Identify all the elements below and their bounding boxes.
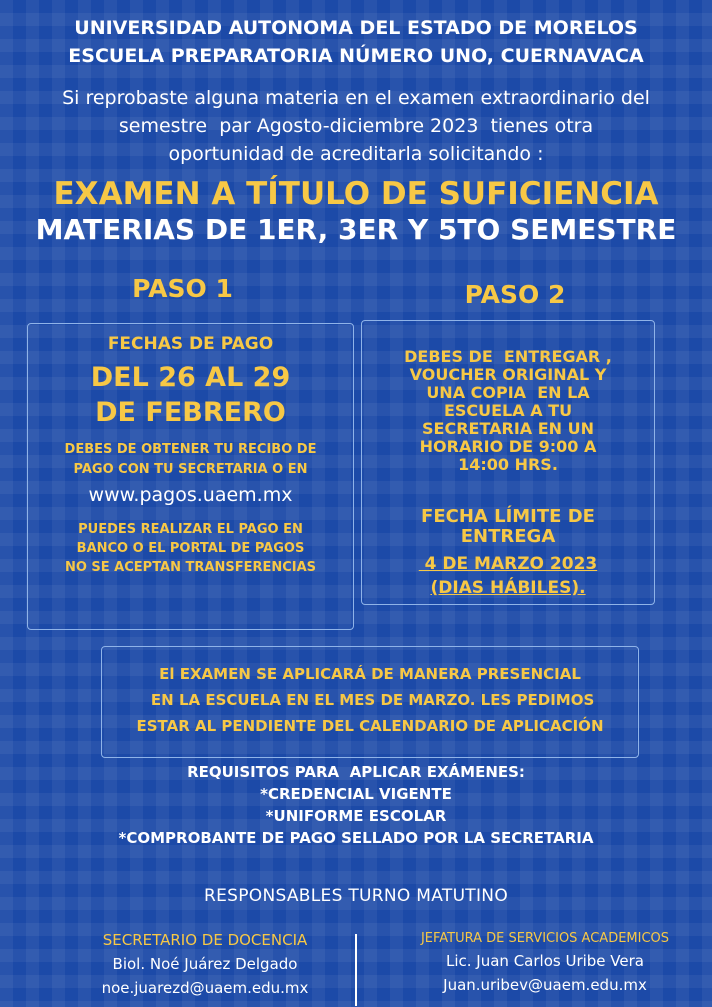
delivery-line: DEBES DE ENTREGAR ,	[404, 347, 612, 366]
exam-subtitle: MATERIAS DE 1ER, 3ER Y 5TO SEMESTRE	[35, 213, 677, 246]
left-contact-email[interactable]: noe.juarezd@uaem.edu.mx	[101, 979, 309, 997]
payment-date-line: DEL 26 AL 29	[90, 362, 291, 393]
delivery-line: ESCUELA A TU	[443, 401, 573, 420]
right-contact-role: JEFATURA DE SERVICIOS ACADEMICOS	[420, 931, 670, 946]
left-contact-name: Biol. Noé Juárez Delgado	[112, 955, 298, 973]
university-name: UNIVERSIDAD AUTONOMA DEL ESTADO DE MORELOS	[74, 17, 638, 39]
intro-line: Si reprobaste alguna materia en el examen extraordinario del	[62, 87, 650, 109]
delivery-line: VOUCHER ORIGINAL Y	[409, 365, 607, 384]
payments-portal-link[interactable]: www.pagos.uaem.mx	[88, 484, 293, 506]
intro-line: oportunidad de acreditarla solicitando :	[168, 143, 544, 165]
payment-dates-label: FECHAS DE PAGO	[107, 334, 274, 354]
exam-title: EXAMEN A TÍTULO DE SUFICIENCIA	[53, 176, 659, 212]
payment-date-line: DE FEBRERO	[95, 397, 286, 428]
left-contact-role: SECRETARIO DE DOCENCIA	[102, 931, 308, 949]
intro-text	[20, 84, 692, 168]
payment-line: BANCO O EL PORTAL DE PAGOS	[76, 541, 305, 556]
responsables-title: RESPONSABLES TURNO MATUTINO	[203, 886, 509, 906]
school-name: ESCUELA PREPARATORIA NÚMERO UNO, CUERNAVACA	[68, 45, 644, 67]
receipt-line: PAGO CON TU SECRETARIA O EN	[73, 462, 308, 477]
payment-methods	[27, 520, 354, 577]
delivery-line: HORARIO DE 9:00 A	[419, 437, 597, 456]
delivery-line: UNA COPIA EN LA	[426, 383, 590, 402]
exam-notice	[101, 661, 639, 739]
paso-2-label: PASO 2	[464, 280, 566, 309]
notice-line: EN LA ESCUELA EN EL MES DE MARZO. LES PEDIMOS	[145, 691, 595, 709]
university-header	[0, 14, 712, 70]
right-contact-email[interactable]: Juan.uribev@uaem.edu.mx	[443, 976, 647, 994]
deadline-note: (DIAS HÁBILES).	[430, 578, 586, 598]
right-contact-name: Lic. Juan Carlos Uribe Vera	[446, 952, 644, 970]
deadline-label-line: FECHA LÍMITE DE	[421, 506, 595, 527]
payment-line: NO SE ACEPTAN TRANSFERENCIAS	[64, 560, 317, 575]
delivery-line: 14:00 HRS.	[458, 455, 558, 474]
deadline-label	[361, 507, 655, 547]
delivery-line: SECRETARIA EN UN	[422, 419, 594, 438]
notice-line: ESTAR AL PENDIENTE DEL CALENDARIO DE APLICACIÓN	[136, 717, 604, 735]
paso-1-label: PASO 1	[132, 274, 233, 303]
deadline-date: 4 DE MARZO 2023	[418, 554, 598, 574]
notice-line: El EXAMEN SE APLICARÁ DE MANERA PRESENCIAL	[159, 665, 581, 683]
deadline-label-line: ENTREGA	[460, 526, 556, 547]
requirements-title: REQUISITOS PARA APLICAR EXÁMENES:	[187, 763, 525, 781]
payment-line: PUEDES REALIZAR EL PAGO EN	[78, 522, 303, 537]
column-divider	[355, 934, 357, 1006]
receipt-line: DEBES DE OBTENER TU RECIBO DE	[64, 442, 317, 457]
requirement-item: *CREDENCIAL VIGENTE	[260, 785, 452, 803]
receipt-instructions	[27, 440, 354, 480]
requirement-item: *COMPROBANTE DE PAGO SELLADO POR LA SECRETARIA	[118, 829, 594, 847]
delivery-instructions	[361, 348, 655, 474]
requirement-item: *UNIFORME ESCOLAR	[265, 807, 447, 825]
payment-date-range	[27, 360, 354, 430]
intro-line: semestre par Agosto-diciembre 2023 tienes otra	[118, 115, 594, 137]
